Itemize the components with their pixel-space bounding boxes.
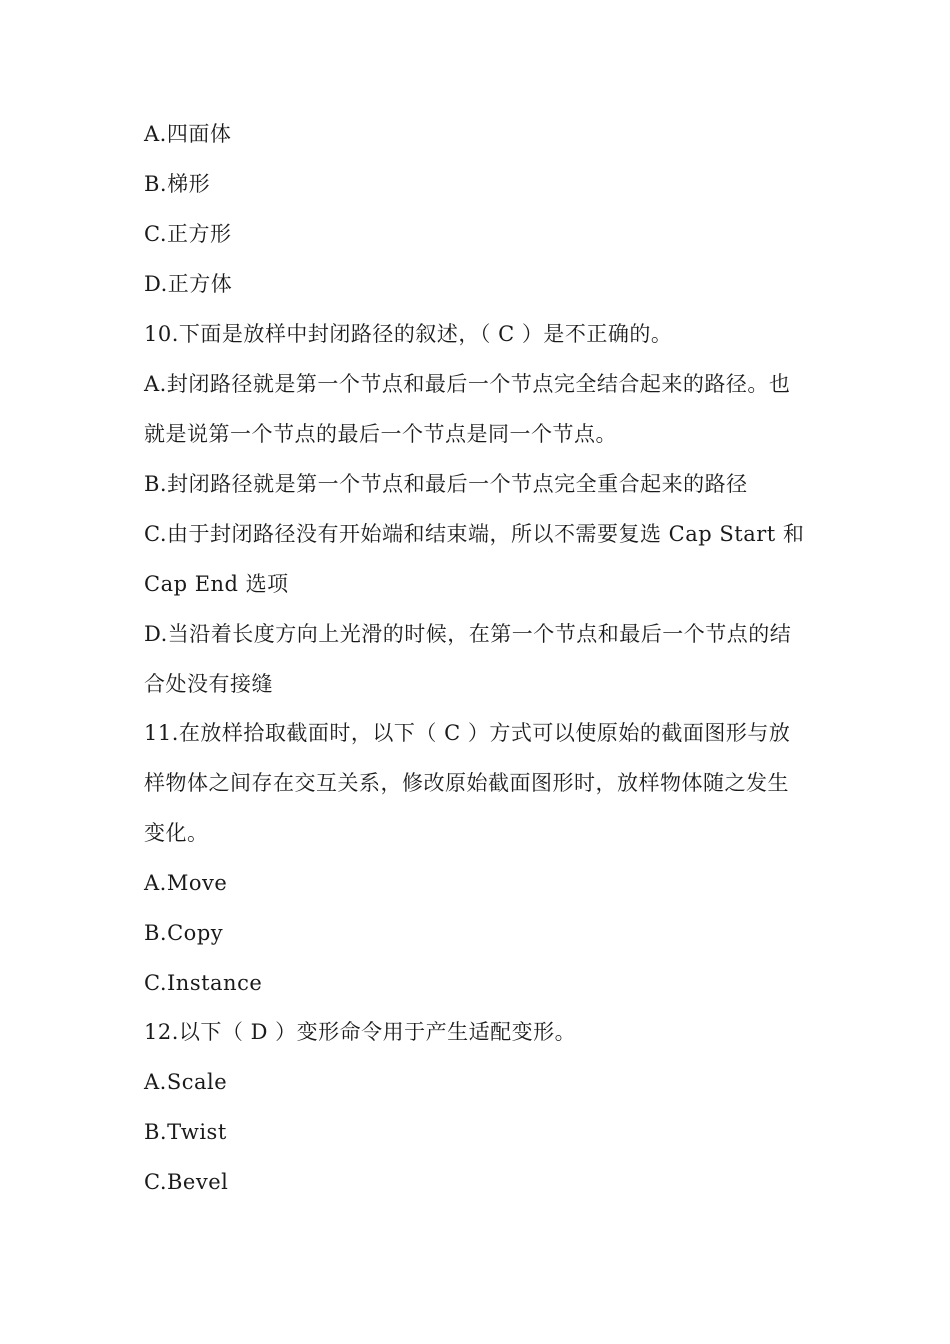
question-11-line1: 11.在放样拾取截面时，以下（ C ）方式可以使原始的截面图形与放 [144, 721, 791, 745]
option-c-square: C.正方形 [144, 222, 232, 246]
question-11-line2: 样物体之间存在交互关系，修改原始截面图形时，放样物体随之发生 [144, 771, 789, 795]
q10-option-d-line1: D.当沿着长度方向上光滑的时候，在第一个节点和最后一个节点的结 [144, 622, 792, 646]
q11-option-a: A.Move [144, 871, 228, 895]
q10-option-a-line1: A.封闭路径就是第一个节点和最后一个节点完全结合起来的路径。也 [144, 372, 791, 396]
option-b-trapezoid: B.梯形 [144, 172, 211, 196]
question-12: 12.以下（ D ）变形命令用于产生适配变形。 [144, 1020, 577, 1044]
question-11-line3: 变化。 [144, 821, 209, 845]
option-a-tetrahedron: A.四面体 [144, 122, 232, 146]
q11-option-b: B.Copy [144, 921, 224, 945]
q10-option-a-line2: 就是说第一个节点的最后一个节点是同一个节点。 [144, 422, 617, 446]
q10-option-b: B.封闭路径就是第一个节点和最后一个节点完全重合起来的路径 [144, 472, 748, 496]
q12-option-a: A.Scale [144, 1070, 228, 1094]
option-d-cube: D.正方体 [144, 272, 233, 296]
q10-option-c-line2: Cap End 选项 [144, 572, 289, 596]
q10-option-d-line2: 合处没有接缝 [144, 672, 273, 696]
q12-option-b: B.Twist [144, 1120, 227, 1144]
question-10: 10.下面是放样中封闭路径的叙述，（ C ）是不正确的。 [144, 322, 673, 346]
q11-option-c: C.Instance [144, 971, 263, 995]
q12-option-c: C.Bevel [144, 1170, 229, 1194]
q10-option-c-line1: C.由于封闭路径没有开始端和结束端，所以不需要复选 Cap Start 和 [144, 522, 805, 546]
